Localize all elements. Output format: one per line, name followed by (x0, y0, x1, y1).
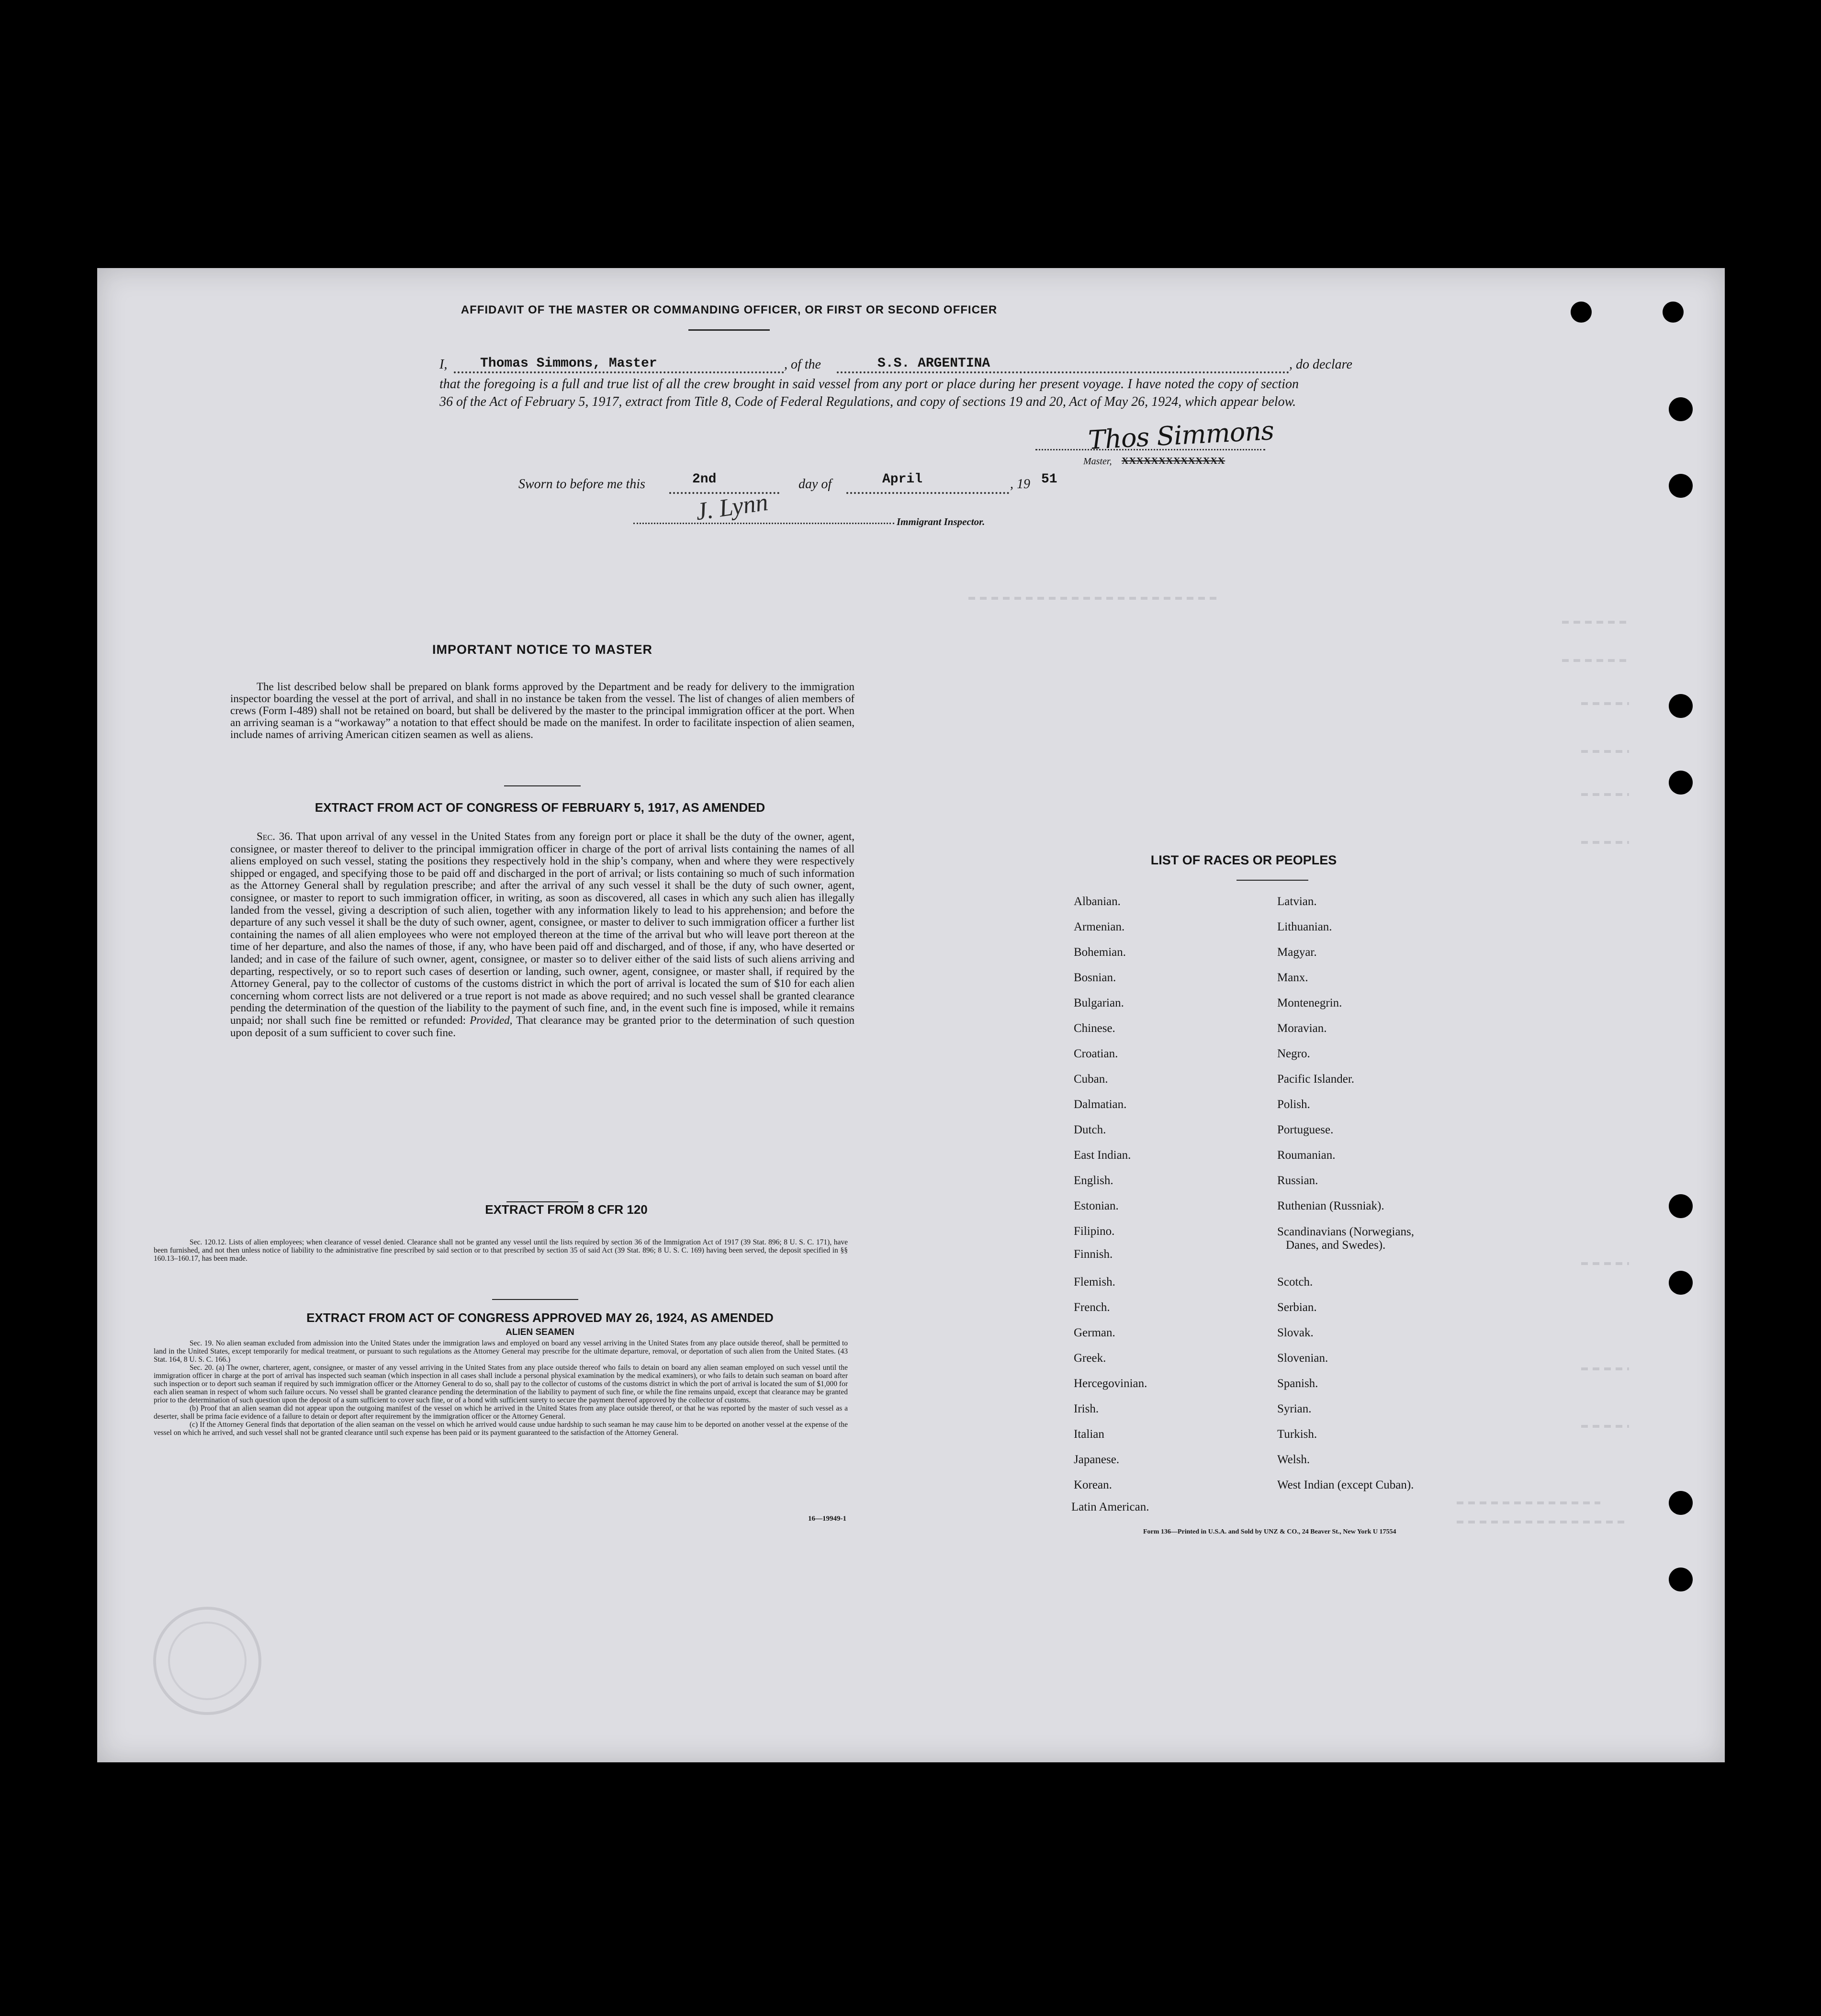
race-item: Moravian. (1277, 1022, 1327, 1035)
sec-36-text: That upon arrival of any vessel in the United States from any foreign port or place it shall be the duty of the owner, agent, consignee, or master thereof to deliver to the principal immigration officer in charge of the port of arrival lists containing the names of all aliens employed on such vessel, stating the positions they respectively hold in the ship’s company, when and where they were respectively shipped or engaged, and specifying those to be paid off and discharged in the port of arrival; or lists containing so much of such information as the Attorney General shall by regulation prescribe; and after the arrival of any such vessel it shall be the duty of such owner, agent, consignee, or master to report to such immigration officer, in writing, as soon as discovered, all cases in which any such alien has illegally landed from the vessel, giving a description of such alien, together with any information likely to lead to his apprehension; and before the departure of any such vessel it shall be the duty of such owner, agent, consignee, or master to deliver to such immigration officer a further list containing the names of all alien employees who were not employed thereon at the time of the arrival but who will leave port thereon at the time of her departure, and also the names of those, if any, who have been paid off and discharged, and of those, if any, who have deserted or landed; and in case of the failure of such owner, agent, consignee, or master so to deliver either of the said lists of such aliens arriving and departing, respectively, or so to report such cases of desertion or landing, such owner, agent, consignee, or master shall, if required by the Attorney General, pay to the collector of customs of the customs district in which the port of arrival is located the sum of $10 for each alien concerning whom correct lists are not delivered or a true report is not made as above required; and no such vessel shall be granted clearance pending the determination of the question of the liability to the payment of such fine, and, in the event such fine is imposed, while it remains unpaid; nor shall such fine be remitted or refunded: (230, 830, 854, 1026)
race-item: Welsh. (1277, 1453, 1310, 1466)
declarant-line (454, 371, 784, 373)
race-item: Hercegovinian. (1074, 1377, 1147, 1390)
races-title: LIST OF RACES OR PEOPLES (1150, 853, 1337, 867)
inspector-line (633, 523, 894, 524)
race-item: English. (1074, 1174, 1113, 1187)
inspector-signature: J. Lynn (694, 488, 770, 526)
master-label: Master, (1083, 456, 1112, 467)
race-item: Scotch. (1277, 1276, 1313, 1288)
master-signature: Thos Simmons (1087, 415, 1275, 456)
notice-text-body: The list described below shall be prepared on blank forms approved by the Department and be ready for delivery to the immigration inspector boarding the vessel at the port of arrival, and shall in no instance be taken from the vessel. The list of changes of alien members of crews (Form I-489) shall not be retained on board, but shall be delivered by the master to the principal immigration officer at the port. When an arriving seaman is a “workaway” a notation to that effect should be made on the manifest. In order to facilitate inspection of alien seamen, include names of arriving American citizen seamen as well as aliens. (230, 681, 854, 740)
of-the-label: , of the (784, 357, 821, 372)
title-rule (688, 329, 770, 331)
sec-20a-text: Sec. 20. (a) The owner, charterer, agent, consignee, or master of any vessel arriving in the United States from any place outside thereof who fails to detain on board any alien seaman employed on such vessel until the immigration officer in charge at the port of arrival has inspected such seaman (which inspection in all cases shall include a personal physical examination by the medical examiners), or who fails to detain such seaman on board after such inspection or to deport such seaman if required by such immigration officer or the Attorney General to do so, shall pay to the collector of customs of the customs district in which the port of arrival is located the sum of $1,000 for each alien seaman in respect of whom such failure occurs. No vessel shall be granted clearance pending the determination of the liability to payment of such fine, or while the fine remains unpaid, except that clearance may be granted prior to the determination of such question upon the deposit of a sum sufficient to cover such fine, or of a bond with sufficient surety to secure the payment thereof approved by the collector of customs. (154, 1364, 848, 1404)
race-item: Serbian. (1277, 1301, 1317, 1314)
race-item: Italian (1074, 1428, 1104, 1441)
races-rule (1236, 880, 1308, 881)
race-item: Slovenian. (1277, 1352, 1328, 1365)
inspector-label: Immigrant Inspector. (897, 516, 985, 527)
affidavit-title: AFFIDAVIT OF THE MASTER OR COMMANDING OFFICER, OR FIRST OR SECOND OFFICER (461, 303, 998, 316)
sec-20c-text: (c) If the Attorney General finds that deportation of the alien seaman on the vessel on which he arrived would cause undue hardship to such seaman he may cause him to be deported on another vessel at the expense of the vessel on which he arrived, and such vessel shall not be granted clearance until such expense has been paid or its payment guaranteed to the satisfaction of the Attorney General. (154, 1421, 848, 1437)
embossed-seal (145, 1599, 270, 1723)
race-item: Estonian. (1074, 1199, 1119, 1212)
race-item: Scandinavians (Norwegians, (1277, 1225, 1415, 1238)
race-item: Pacific Islander. (1277, 1073, 1355, 1086)
punch-hole (1669, 694, 1693, 718)
notice-title: IMPORTANT NOTICE TO MASTER (432, 642, 652, 657)
race-item: Dutch. (1074, 1123, 1106, 1136)
punch-hole (1669, 1271, 1693, 1295)
do-declare-label: , do declare (1289, 357, 1352, 372)
race-item: Flemish. (1074, 1276, 1115, 1288)
race-item: Portuguese. (1277, 1123, 1334, 1136)
race-item: Ruthenian (Russniak). (1277, 1199, 1384, 1212)
race-item: Greek. (1074, 1352, 1106, 1365)
race-item: Latvian. (1277, 895, 1317, 908)
race-item: Korean. (1074, 1478, 1112, 1491)
sworn-day: 2nd (692, 472, 717, 487)
punch-hole (1669, 1491, 1693, 1515)
sworn-month: April (882, 472, 923, 487)
race-item: Syrian. (1277, 1402, 1312, 1415)
form-number: 16—19949-1 (808, 1515, 846, 1523)
punch-hole (1669, 1568, 1693, 1591)
extract-cfr-text: Sec. 120.12. Lists of alien employees; when clearance of vessel denied. Clearance shall not be granted any vessel until the lists required by section 36 of the Immigration Act of 1917 (39 Stat. 896; 8 U. S. C. 171), have been furnished, and not then unless notice of liability to the administrative fine prescribed by said section or to that prescribed by section 35 of said Act (39 Stat. 896; 8 U. S. C. 169) having been served, the deposit specified in §§ 160.13–160.17, has been made. (154, 1238, 848, 1263)
sec-36-label: Sec. 36. (257, 830, 293, 842)
race-item: Slovak. (1277, 1326, 1314, 1339)
punch-hole (1669, 397, 1693, 421)
race-item: Filipino. (1074, 1225, 1115, 1238)
race-item: French. (1074, 1301, 1110, 1314)
race-item: Manx. (1277, 971, 1308, 984)
extract-1924-title: EXTRACT FROM ACT OF CONGRESS APPROVED MAY 26, 1924, AS AMENDED (306, 1310, 774, 1325)
race-item: Chinese. (1074, 1022, 1115, 1035)
race-item: Albanian. (1074, 895, 1121, 908)
provided-label: Provided, (470, 1014, 513, 1026)
race-item: Russian. (1277, 1174, 1318, 1187)
declarant-name: Thomas Simmons, Master (480, 356, 657, 371)
race-item: German. (1074, 1326, 1115, 1339)
extract-1917-text (230, 830, 854, 1039)
sworn-label: Sworn to before me this (518, 477, 645, 492)
race-item: Japanese. (1074, 1453, 1120, 1466)
race-item: Finnish. (1074, 1248, 1113, 1261)
sec-19-text: Sec. 19. No alien seaman excluded from admission into the United States under the immigration laws and employed on board any vessel arriving in the United States from any place outside thereof, shall be permitted to land in the United States, except temporarily for medical treatment, or pursuant to such regulations as the Attorney General may prescribe for the ultimate departure, removal, or deportation of such alien from the United States. (43 Stat. 164, 8 U. S. C. 166.) (154, 1339, 848, 1364)
race-item: Turkish. (1277, 1428, 1317, 1441)
notice-rule (504, 785, 581, 786)
race-item: Magyar. (1277, 946, 1317, 959)
extract-1924-subtitle: ALIEN SEAMEN (506, 1327, 574, 1337)
vessel-name: S.S. ARGENTINA (877, 356, 990, 371)
year-suffix: 51 (1041, 472, 1057, 487)
race-item: Lithuanian. (1277, 920, 1332, 933)
race-item: Polish. (1277, 1098, 1310, 1111)
punch-hole (1663, 302, 1684, 323)
affidavit-body: that the foregoing is a full and true list of all the crew brought in said vessel from any port or place during her present voyage. I have noted the copy of section 36 of the Act of February 5, 1917, extract from Title 8, Code of Federal Regulations, and copy of sections 19 and 20, Act of May 26, 1924, which appear below. (439, 377, 1299, 409)
punch-hole (1571, 302, 1592, 323)
race-item: Roumanian. (1277, 1149, 1336, 1162)
race-item: Cuban. (1074, 1073, 1108, 1086)
extract-cfr-rule (492, 1299, 578, 1300)
printer-imprint: Form 136—Printed in U.S.A. and Sold by UNZ & CO., 24 Beaver St., New York U 17554 (1143, 1528, 1396, 1535)
race-item: Montenegrin. (1277, 997, 1342, 1009)
race-item: Dalmatian. (1074, 1098, 1127, 1111)
extract-1917-title: EXTRACT FROM ACT OF CONGRESS OF FEBRUARY 5, 1917, AS AMENDED (315, 800, 765, 815)
punch-hole (1669, 1194, 1693, 1218)
document-page (97, 268, 1725, 1762)
race-item: Bulgarian. (1074, 997, 1124, 1009)
sec-20b-text: (b) Proof that an alien seaman did not appear upon the outgoing manifest of the vessel on which he arrived in the United States from any place outside thereof, or that he was reported by the master of such vessel as a deserter, shall be prima facie evidence of a failure to detain or deport after requirement by the immigration officer or the Attorney General. (154, 1404, 848, 1421)
intro-i: I, (439, 357, 448, 372)
race-item: Danes, and Swedes). (1286, 1239, 1386, 1252)
notice-text (230, 681, 854, 740)
punch-hole (1669, 474, 1693, 498)
race-item: West Indian (except Cuban). (1277, 1478, 1414, 1491)
race-item: Croatian. (1074, 1047, 1118, 1060)
race-item: Irish. (1074, 1402, 1099, 1415)
extract-cfr-title: EXTRACT FROM 8 CFR 120 (485, 1202, 648, 1217)
race-item: Bosnian. (1074, 971, 1116, 984)
sec-36-text-end: That clearance may be granted prior to the determination of such question upon deposit of a sum sufficient to cover such fine. (230, 1014, 854, 1039)
day-of-label: day of (798, 477, 832, 492)
master-title-struck: XXXXXXXXXXXXXX (1122, 456, 1225, 466)
race-item: Bohemian. (1074, 946, 1126, 959)
extract-1924-text (154, 1339, 848, 1437)
year-prefix: , 19 (1010, 477, 1030, 492)
punch-hole (1669, 771, 1693, 795)
race-item: Latin American. (1071, 1501, 1149, 1513)
master-signature-line (1035, 449, 1265, 450)
race-item: Armenian. (1074, 920, 1125, 933)
sworn-month-line (846, 492, 1009, 494)
race-item: Negro. (1277, 1047, 1310, 1060)
race-item: East Indian. (1074, 1149, 1131, 1162)
race-item: Spanish. (1277, 1377, 1318, 1390)
vessel-line (837, 371, 1289, 373)
